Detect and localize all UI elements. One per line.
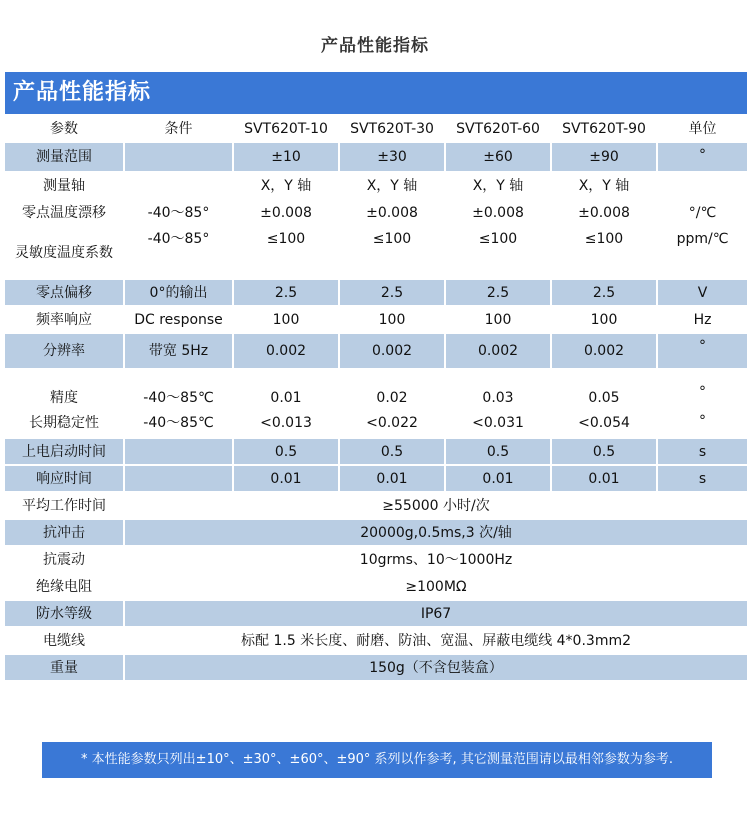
value-cell: ±10 [234,143,338,171]
value-cell: 2.5 [552,280,656,305]
param-cell: 响应时间 [5,466,123,491]
value-cell: ±30 [340,143,444,171]
table-row [5,439,747,464]
value-cell: 2.5 [446,280,550,305]
value-cell: <0.013 [260,415,312,431]
value-cell: 0.002 [234,334,338,368]
param-cell: 抗冲击 [5,520,123,545]
table-row [5,200,747,225]
unit-cell: Hz [693,311,712,328]
header-cell: 条件 [164,120,193,137]
unit-cell: s [658,466,747,491]
value-cell: ±0.008 [260,204,312,221]
value-cell: <0.031 [472,415,524,431]
value-cell: 2.5 [234,280,338,305]
unit-cell: ppm/℃ [676,231,729,247]
value-cell: 0.002 [340,334,444,368]
header-cell: SVT620T-30 [350,120,434,137]
value-cell: ±0.008 [366,204,418,221]
param-cell: 上电启动时间 [5,439,123,464]
value-cell: <0.022 [366,415,418,431]
param-cell: 零点偏移 [5,280,123,305]
unit-cell: V [658,280,747,305]
cond-cell: -40～85° [147,231,210,247]
value-cell: X，Y 轴 [260,177,312,194]
span-value-cell: ≥100MΩ [405,578,467,595]
cond-cell: -40～85℃ [143,415,214,431]
value-cell: ±0.008 [578,204,630,221]
cond-cell [125,173,232,198]
header-cell: SVT620T-90 [562,120,646,137]
param-cell: 平均工作时间 [22,497,106,514]
page-title: 产品性能指标 [321,36,429,56]
span-value-cell: 10grms、10～1000Hz [359,551,513,568]
table-row [5,547,747,572]
value-cell: ≤100 [372,231,412,247]
value-cell: 0.002 [446,334,550,368]
unit-cell: °/℃ [688,204,717,221]
table-row [5,628,747,653]
header-cell: 参数 [50,120,78,137]
value-cell: ±90 [552,143,656,171]
param-cell: 精度 [50,390,78,406]
table-row [5,409,747,437]
value-cell: 0.5 [446,439,550,464]
table-row [5,655,747,680]
unit-cell: ° [658,334,747,368]
header-row [5,116,747,141]
value-cell: 100 [590,311,618,328]
table-row [5,173,747,198]
unit-cell: s [658,439,747,464]
param-cell: 零点温度漂移 [22,204,106,221]
table-row [5,227,747,278]
value-cell: 0.5 [234,439,338,464]
param-cell: 防水等级 [5,601,123,626]
param-cell: 灵敏度温度系数 [15,244,113,261]
value-cell: 100 [378,311,406,328]
cond-cell: -40～85℃ [143,390,214,406]
table-row [5,574,747,599]
value-cell: 0.01 [270,390,302,406]
param-cell: 重量 [5,655,123,680]
value-cell: 0.5 [340,439,444,464]
span-value-cell: 标配 1.5 米长度、耐磨、防油、宽温、屏蔽电缆线 4*0.3mm2 [241,632,631,649]
value-cell: 0.01 [552,466,656,491]
value-cell: ≤100 [266,231,306,247]
value-cell: 2.5 [340,280,444,305]
cond-cell: DC response [134,311,223,328]
value-cell: 0.5 [552,439,656,464]
value-cell: 0.02 [376,390,408,406]
table-row [5,520,747,545]
table-row [5,307,747,332]
value-cell: 0.002 [552,334,656,368]
header-cell: SVT620T-60 [456,120,540,137]
table-row [5,143,747,171]
header-cell: 单位 [688,120,717,137]
table-banner: 产品性能指标 [5,72,747,114]
param-cell: 抗震动 [43,551,85,568]
table-row [5,280,747,305]
value-cell: ≤100 [478,231,518,247]
param-cell: 频率响应 [36,311,92,328]
param-cell: 测量范围 [5,143,123,171]
value-cell: <0.054 [578,415,630,431]
value-cell: ≤100 [584,231,624,247]
value-cell: 100 [484,311,512,328]
cond-cell: 0°的输出 [125,280,232,305]
value-cell: ±0.008 [472,204,524,221]
table-row [5,334,747,368]
value-cell: 0.01 [340,466,444,491]
param-cell: 电缆线 [43,632,85,649]
cond-cell [125,143,232,171]
value-cell: X，Y 轴 [366,177,418,194]
cond-cell [125,439,232,464]
cond-cell: -40～85° [147,204,210,221]
param-cell: 分辨率 [5,334,123,368]
header-cell: SVT620T-10 [244,120,328,137]
value-cell: 100 [272,311,300,328]
value-cell: X，Y 轴 [472,177,524,194]
banner-row [5,72,747,114]
value-cell: 0.03 [482,390,514,406]
table-row [5,493,747,518]
value-cell: ±60 [446,143,550,171]
unit-cell: ° [699,384,707,400]
span-value-cell: 150g（不含包装盒） [125,655,747,680]
param-cell: 长期稳定性 [29,415,99,431]
unit-cell: ° [699,413,707,429]
span-value-cell: ≥55000 小时/次 [382,497,490,514]
value-cell: 0.01 [234,466,338,491]
cond-cell [125,466,232,491]
table-row [5,466,747,491]
table-row [5,601,747,626]
spec-table [3,70,749,682]
value-cell: 0.01 [446,466,550,491]
cond-cell: 带宽 5Hz [125,334,232,368]
unit-cell: ° [658,143,747,171]
param-cell: 测量轴 [43,177,85,194]
value-cell: X，Y 轴 [578,177,630,194]
value-cell: 0.05 [588,390,620,406]
span-value-cell: IP67 [125,601,747,626]
table-row [5,370,747,407]
span-value-cell: 20000g,0.5ms,3 次/轴 [125,520,747,545]
unit-cell [658,173,747,198]
footnote-banner: * 本性能参数只列出±10°、±30°、±60°、±90° 系列以作参考, 其它测量范围请以最相邻参数为参考. [42,742,712,778]
param-cell: 绝缘电阻 [36,578,92,595]
